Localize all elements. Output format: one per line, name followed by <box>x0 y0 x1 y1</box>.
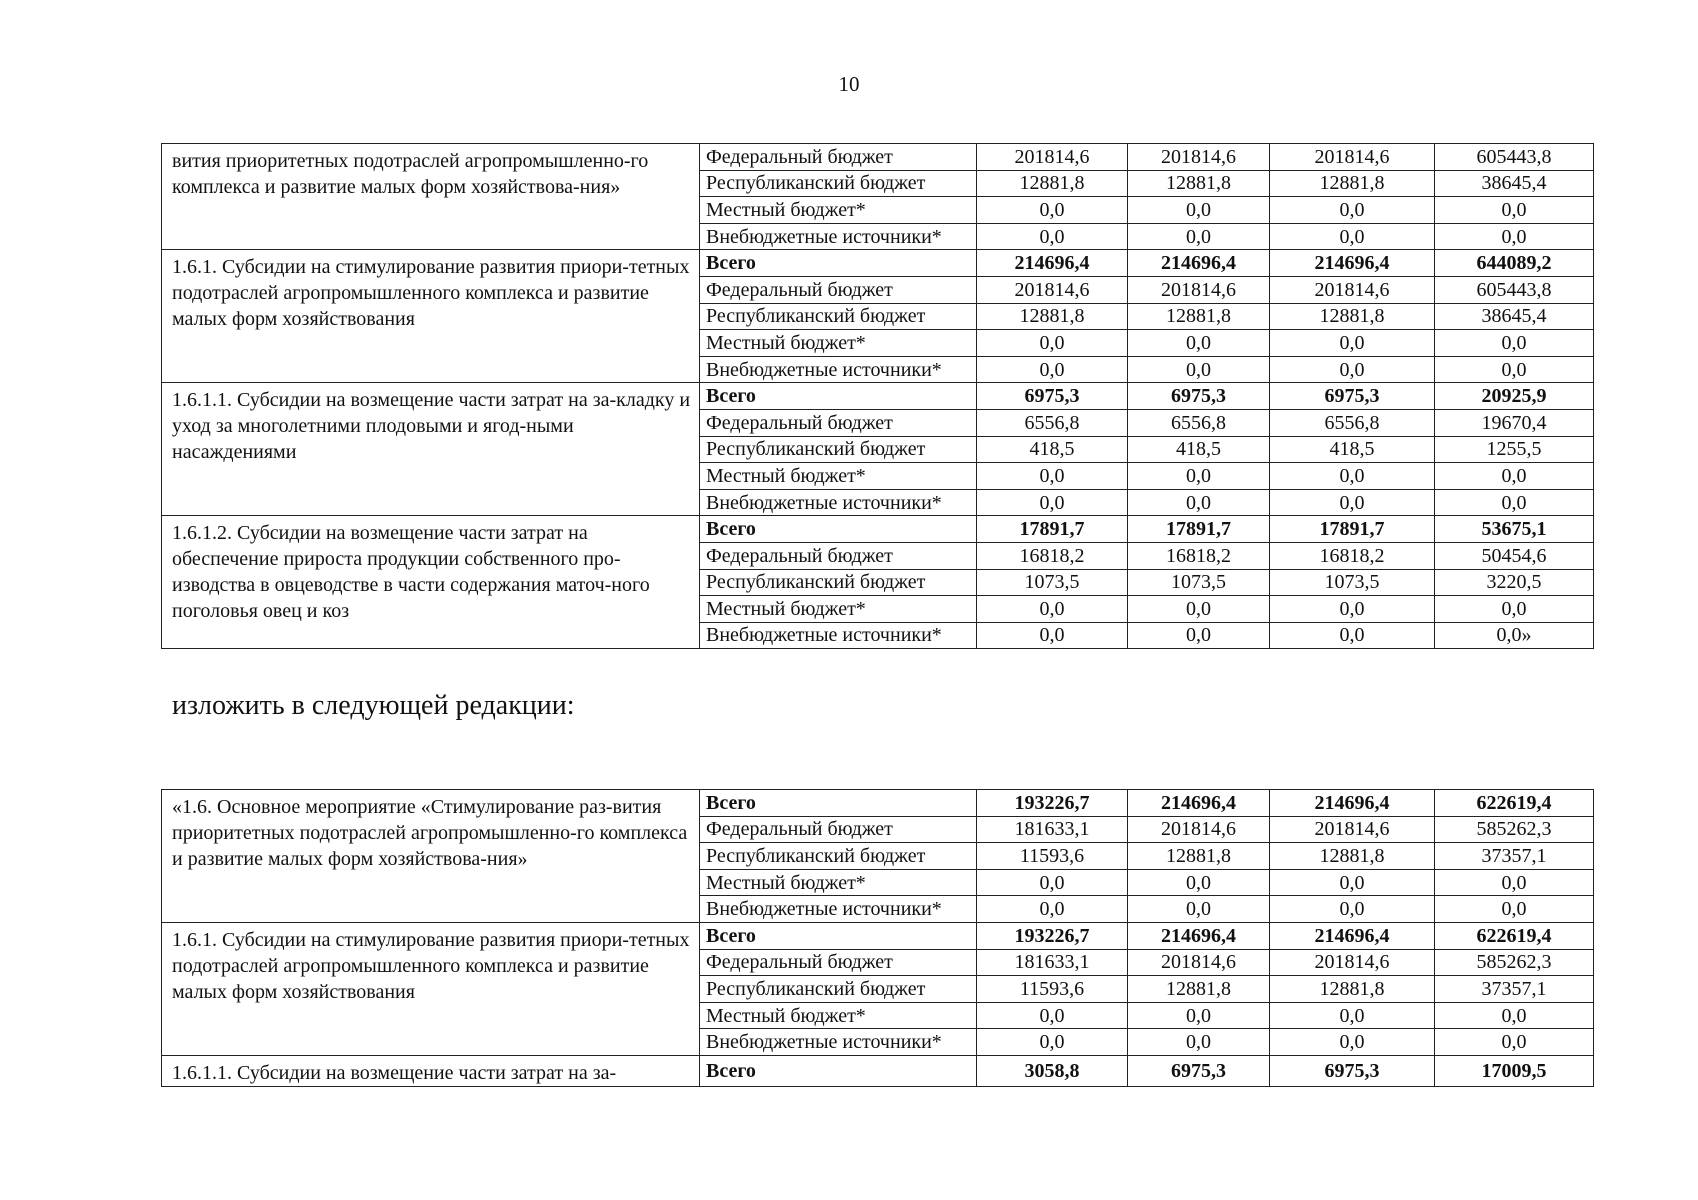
activity-description: 1.6.1.1. Субсидии на возмещение части затрат на за- <box>162 1055 700 1086</box>
amount-cell: 605443,8 <box>1435 144 1594 171</box>
funding-source: Федеральный бюджет <box>700 542 977 569</box>
amount-cell: 37357,1 <box>1435 976 1594 1003</box>
amount-cell: 12881,8 <box>977 303 1128 330</box>
funding-source: Федеральный бюджет <box>700 144 977 171</box>
funding-source: Местный бюджет* <box>700 197 977 224</box>
amount-cell: 0,0 <box>977 197 1128 224</box>
amount-cell: 0,0 <box>1435 197 1594 224</box>
funding-source: Всего <box>700 250 977 277</box>
amount-cell: 0,0 <box>1128 197 1270 224</box>
amount-cell: 19670,4 <box>1435 409 1594 436</box>
amount-cell: 0,0 <box>1435 1002 1594 1029</box>
funding-source: Федеральный бюджет <box>700 816 977 843</box>
amount-cell: 193226,7 <box>977 922 1128 949</box>
funding-source: Внебюджетные источники* <box>700 896 977 923</box>
table-row <box>162 250 1594 277</box>
activity-description: вития приоритетных подотраслей агропромышленно-го комплекса и развитие малых форм хозяйствова-ния» <box>162 144 700 250</box>
amount-cell: 6975,3 <box>1128 383 1270 410</box>
amount-cell: 201814,6 <box>1270 144 1435 171</box>
amount-cell: 0,0 <box>1435 596 1594 623</box>
amount-cell: 0,0 <box>977 596 1128 623</box>
amount-cell: 201814,6 <box>1270 816 1435 843</box>
amount-cell: 0,0 <box>977 463 1128 490</box>
amount-cell: 0,0 <box>1270 1002 1435 1029</box>
funding-source: Республиканский бюджет <box>700 170 977 197</box>
table-row <box>162 144 1594 171</box>
amount-cell: 17891,7 <box>977 516 1128 543</box>
amount-cell: 0,0 <box>1270 869 1435 896</box>
amount-cell: 0,0 <box>1270 596 1435 623</box>
amount-cell: 0,0 <box>1128 1029 1270 1056</box>
funding-source: Местный бюджет* <box>700 869 977 896</box>
amount-cell: 418,5 <box>977 436 1128 463</box>
activity-description: 1.6.1.1. Субсидии на возмещение части затрат на за-кладку и уход за многолетними плодовыми и ягод-ными насаждениями <box>162 383 700 516</box>
funding-source: Внебюджетные источники* <box>700 489 977 516</box>
funding-source: Всего <box>700 383 977 410</box>
funding-source: Республиканский бюджет <box>700 843 977 870</box>
amount-cell: 0,0 <box>1270 463 1435 490</box>
funding-source: Местный бюджет* <box>700 1002 977 1029</box>
amount-cell: 0,0 <box>1270 1029 1435 1056</box>
amount-cell: 0,0 <box>1128 869 1270 896</box>
amount-cell: 214696,4 <box>1270 250 1435 277</box>
amount-cell: 214696,4 <box>1128 922 1270 949</box>
table-row <box>162 1055 1594 1086</box>
table-row <box>162 383 1594 410</box>
amount-cell: 0,0 <box>1270 197 1435 224</box>
amount-cell: 0,0 <box>1128 622 1270 649</box>
funding-source: Внебюджетные источники* <box>700 1029 977 1056</box>
funding-source: Федеральный бюджет <box>700 949 977 976</box>
amount-cell: 6975,3 <box>1128 1055 1270 1086</box>
amount-cell: 0,0 <box>1128 596 1270 623</box>
amount-cell: 3058,8 <box>977 1055 1128 1086</box>
amount-cell: 0,0 <box>977 330 1128 357</box>
amount-cell: 1073,5 <box>977 569 1128 596</box>
funding-source: Местный бюджет* <box>700 596 977 623</box>
amount-cell: 0,0 <box>1435 463 1594 490</box>
amount-cell: 17891,7 <box>1128 516 1270 543</box>
amount-cell: 12881,8 <box>1128 976 1270 1003</box>
amount-cell: 38645,4 <box>1435 170 1594 197</box>
amount-cell: 193226,7 <box>977 790 1128 817</box>
amount-cell: 0,0 <box>977 869 1128 896</box>
amount-cell: 181633,1 <box>977 816 1128 843</box>
amount-cell: 37357,1 <box>1435 843 1594 870</box>
activity-description: 1.6.1. Субсидии на стимулирование развития приори-тетных подотраслей агропромышленного комплекса и развитие малых форм хозяйствования <box>162 922 700 1055</box>
amount-cell: 1073,5 <box>1270 569 1435 596</box>
budget-table-old <box>161 143 1594 649</box>
table-row <box>162 790 1594 817</box>
amount-cell: 12881,8 <box>1270 303 1435 330</box>
amount-cell: 0,0 <box>1270 896 1435 923</box>
amount-cell: 12881,8 <box>1128 303 1270 330</box>
amount-cell: 0,0 <box>1128 1002 1270 1029</box>
amount-cell: 0,0 <box>1435 223 1594 250</box>
amount-cell: 214696,4 <box>1128 790 1270 817</box>
funding-source: Республиканский бюджет <box>700 303 977 330</box>
amount-cell: 0,0 <box>977 1029 1128 1056</box>
amount-cell: 0,0 <box>977 489 1128 516</box>
amount-cell: 50454,6 <box>1435 542 1594 569</box>
amount-cell: 6556,8 <box>1128 409 1270 436</box>
funding-source: Всего <box>700 516 977 543</box>
amount-cell: 201814,6 <box>1128 276 1270 303</box>
amount-cell: 201814,6 <box>977 144 1128 171</box>
amount-cell: 16818,2 <box>1128 542 1270 569</box>
activity-description: 1.6.1. Субсидии на стимулирование развития приори-тетных подотраслей агропромышленного комплекса и развитие малых форм хозяйствования <box>162 250 700 383</box>
amount-cell: 0,0 <box>1435 869 1594 896</box>
amount-cell: 201814,6 <box>1128 949 1270 976</box>
amount-cell: 0,0 <box>1435 356 1594 383</box>
page-number: 10 <box>838 72 860 96</box>
section-heading: изложить в следующей редакции: <box>172 690 575 721</box>
amount-cell: 12881,8 <box>1128 170 1270 197</box>
amount-cell: 6556,8 <box>977 409 1128 436</box>
amount-cell: 0,0 <box>1128 896 1270 923</box>
funding-source: Всего <box>700 1055 977 1086</box>
amount-cell: 418,5 <box>1128 436 1270 463</box>
funding-source: Республиканский бюджет <box>700 569 977 596</box>
amount-cell: 0,0 <box>977 622 1128 649</box>
amount-cell: 0,0 <box>1270 330 1435 357</box>
amount-cell: 6975,3 <box>1270 383 1435 410</box>
amount-cell: 0,0 <box>1270 622 1435 649</box>
amount-cell: 0,0 <box>1435 330 1594 357</box>
amount-cell: 12881,8 <box>977 170 1128 197</box>
amount-cell: 11593,6 <box>977 843 1128 870</box>
amount-cell: 585262,3 <box>1435 816 1594 843</box>
amount-cell: 0,0 <box>1435 896 1594 923</box>
amount-cell: 0,0 <box>977 896 1128 923</box>
funding-source: Всего <box>700 922 977 949</box>
amount-cell: 622619,4 <box>1435 922 1594 949</box>
amount-cell: 0,0 <box>977 1002 1128 1029</box>
amount-cell: 214696,4 <box>1270 922 1435 949</box>
amount-cell: 12881,8 <box>1270 843 1435 870</box>
amount-cell: 0,0 <box>977 223 1128 250</box>
amount-cell: 0,0 <box>1128 356 1270 383</box>
amount-cell: 0,0 <box>1270 223 1435 250</box>
budget-table-new <box>161 789 1594 1087</box>
amount-cell: 0,0 <box>1435 489 1594 516</box>
amount-cell: 201814,6 <box>1128 144 1270 171</box>
amount-cell: 201814,6 <box>977 276 1128 303</box>
amount-cell: 16818,2 <box>1270 542 1435 569</box>
amount-cell: 622619,4 <box>1435 790 1594 817</box>
amount-cell: 0,0 <box>1128 223 1270 250</box>
amount-cell: 418,5 <box>1270 436 1435 463</box>
amount-cell: 585262,3 <box>1435 949 1594 976</box>
amount-cell: 38645,4 <box>1435 303 1594 330</box>
amount-cell: 12881,8 <box>1270 976 1435 1003</box>
amount-cell: 6556,8 <box>1270 409 1435 436</box>
amount-cell: 6975,3 <box>1270 1055 1435 1086</box>
amount-cell: 0,0 <box>977 356 1128 383</box>
amount-cell: 1255,5 <box>1435 436 1594 463</box>
amount-cell: 214696,4 <box>1128 250 1270 277</box>
amount-cell: 214696,4 <box>1270 790 1435 817</box>
table-row <box>162 516 1594 543</box>
funding-source: Местный бюджет* <box>700 330 977 357</box>
amount-cell: 214696,4 <box>977 250 1128 277</box>
amount-cell: 0,0» <box>1435 622 1594 649</box>
amount-cell: 53675,1 <box>1435 516 1594 543</box>
amount-cell: 201814,6 <box>1270 949 1435 976</box>
amount-cell: 12881,8 <box>1270 170 1435 197</box>
amount-cell: 6975,3 <box>977 383 1128 410</box>
activity-description: 1.6.1.2. Субсидии на возмещение части затрат на обеспечение прироста продукции собственного про-изводства в овцеводстве в части содержания маточ-ного поголовья овец и коз <box>162 516 700 649</box>
amount-cell: 17009,5 <box>1435 1055 1594 1086</box>
funding-source: Местный бюджет* <box>700 463 977 490</box>
amount-cell: 16818,2 <box>977 542 1128 569</box>
funding-source: Республиканский бюджет <box>700 976 977 1003</box>
funding-source: Внебюджетные источники* <box>700 223 977 250</box>
amount-cell: 0,0 <box>1435 1029 1594 1056</box>
amount-cell: 0,0 <box>1270 356 1435 383</box>
amount-cell: 3220,5 <box>1435 569 1594 596</box>
funding-source: Внебюджетные источники* <box>700 356 977 383</box>
funding-source: Федеральный бюджет <box>700 276 977 303</box>
amount-cell: 0,0 <box>1128 330 1270 357</box>
amount-cell: 0,0 <box>1128 463 1270 490</box>
funding-source: Республиканский бюджет <box>700 436 977 463</box>
amount-cell: 11593,6 <box>977 976 1128 1003</box>
funding-source: Внебюджетные источники* <box>700 622 977 649</box>
amount-cell: 201814,6 <box>1128 816 1270 843</box>
amount-cell: 20925,9 <box>1435 383 1594 410</box>
amount-cell: 201814,6 <box>1270 276 1435 303</box>
amount-cell: 12881,8 <box>1128 843 1270 870</box>
amount-cell: 605443,8 <box>1435 276 1594 303</box>
amount-cell: 0,0 <box>1128 489 1270 516</box>
table-row <box>162 922 1594 949</box>
funding-source: Федеральный бюджет <box>700 409 977 436</box>
activity-description: «1.6. Основное мероприятие «Стимулирование раз-вития приоритетных подотраслей агропромышленно-го комплекса и развитие малых форм хозяйствова-ния» <box>162 790 700 923</box>
amount-cell: 17891,7 <box>1270 516 1435 543</box>
amount-cell: 0,0 <box>1270 489 1435 516</box>
funding-source: Всего <box>700 790 977 817</box>
amount-cell: 181633,1 <box>977 949 1128 976</box>
amount-cell: 644089,2 <box>1435 250 1594 277</box>
amount-cell: 1073,5 <box>1128 569 1270 596</box>
